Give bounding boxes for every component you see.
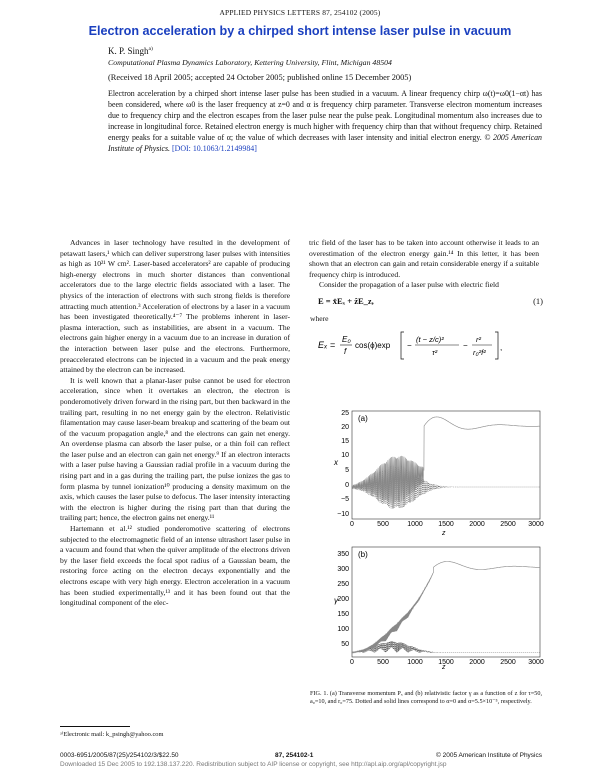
eq2-mid: cos(ϕ)exp [355, 341, 391, 350]
footer-copyright: © 2005 American Institute of Physics [436, 752, 542, 759]
x-tick: 0 [350, 521, 354, 528]
right-column-top [309, 238, 539, 291]
panel-a-ylabel: x [334, 458, 338, 467]
footnote-rule [60, 726, 130, 727]
paragraph: Hartemann et al.¹² studied ponderomotive scattering of electrons subjected to the electromagnetic field of an intense ultrashort laser pulse in a vacuum and found that when the quiver amplitude of the electrons driven by the laser field exceeds the focal spot radius of a Gaussian beam, the restoring force acting on the electron decays exponentially and the electrons escape with very high energy. Electron acceleration in a vacuum has been studied experimentally,¹³ and it has been found out that the longitudinal component of the elec- [60, 524, 290, 608]
y-tick: −5 [341, 496, 349, 503]
figure-caption: FIG. 1. (a) Transverse momentum Pₓ and (b) relativistic factor γ as a function of z for τ=50, a₀=10, and r₀=75. Dotted and solid lines correspond to α=0 and α=5.5×10⁻⁵, respectively. [310, 690, 542, 706]
y-tick: 25 [341, 410, 349, 417]
author-footnote-mark: a) [148, 46, 153, 52]
eq2-lhs: Eₓ = [318, 340, 336, 350]
x-tick: 500 [377, 521, 389, 528]
where-label: where [310, 314, 329, 323]
doi-link[interactable]: [DOI: 10.1063/1.2149984] [172, 144, 257, 154]
svg-text:−: − [463, 341, 468, 350]
y-tick: 150 [337, 611, 349, 618]
y-tick: 50 [341, 641, 349, 648]
x-tick: 1500 [438, 659, 454, 666]
footer-page: 87, 254102-1 [275, 752, 314, 759]
paragraph: tric field of the laser has to be taken into account otherwise it leads to an overestimation of the electron energy gain.¹⁴ In this letter, it has been shown that an electron can gain and retain considerable energy if a suitable frequency chirp is introduced. [309, 238, 539, 279]
x-tick: 0 [350, 659, 354, 666]
eq2-exp-num2: r² [476, 335, 481, 344]
x-tick: 1000 [407, 521, 423, 528]
eq2-exp-num1: (t − z/c)² [416, 335, 444, 344]
paragraph: It is well known that a planar-laser pulse cannot be used for electron acceleration, since when it overtakes an electron, the electron is ponderomotively driven forward in the rising part, but then backward in the trailing part, resulting in no net energy gain by the electron. Relativistic filamentation may cause laser-beam breakup and scattering of the beam out of the vacuum propagation angle,⁸ and the electrons can gain net energy. An overdense plasma can absorb the laser pulse, or a thin foil can reflect the laser pulse and an electron can gain net energy.⁹ If an electron interacts with a laser pulse having a Gaussian radial profile in a vacuum during the rising part and in a gas during the trailing part, the pulse ionizes the gas to form plasma by tunnel ionization¹⁰ producing a density maximum on the axis, which causes the laser pulse to defocus. The laser intensity interacting with the electron is higher during the rising part than that during the trailing part; hence, the electron gains net energy.¹¹ [60, 375, 290, 523]
panel-b-ylabel: γ [334, 596, 338, 605]
download-notice: Downloaded 15 Dec 2005 to 192.138.137.220. Redistribution subject to AIP license or copyright, see http://apl.aip.org/apl/copyright.jsp [60, 761, 447, 768]
equation-2-render [318, 328, 538, 364]
paragraph: Advances in laser technology have resulted in the development of petawatt lasers,¹ which can deliver superstrong laser pulses with intensities as high as 10²¹ W cm². Laser-based accelerators² are capable of producing high-energy electrons in much shorter distances than conventional accelerators due to the large electric fields associated with a laser. The physics of the interaction of electrons with such strong fields is therefore attracting much attention.³ Acceleration of electrons by a laser in a vacuum has been investigated theoretically.⁴⁻⁷ The problems inherent in laser-plasma interaction, such as instabilities, are absent in a vacuum. The electrons gain higher energy in a vacuum due to an increase in duration of the interaction between laser pulse and the electrons. Furthermore, preaccelerated electrons can be injected in a vacuum and the peak energy attained by the electron can be increased. [60, 238, 290, 375]
y-tick: 350 [337, 551, 349, 558]
y-tick: 300 [337, 566, 349, 573]
panel-a-yticks [337, 410, 349, 518]
panel-b-yticks [337, 551, 349, 648]
x-tick: 3000 [528, 521, 544, 528]
y-tick: 100 [337, 626, 349, 633]
eq2-frac-den: f [344, 347, 347, 356]
x-tick: 2500 [500, 659, 516, 666]
panel-b-xlabel: z [442, 664, 446, 670]
received-dates: (Received 18 April 2005; accepted 24 October 2005; published online 15 December 2005) [108, 73, 412, 82]
left-column [60, 238, 290, 609]
y-tick: 250 [337, 581, 349, 588]
panel-b-label: (b) [358, 550, 368, 559]
eq2-frac-num: E₀ [342, 335, 351, 344]
equation-2 [318, 328, 538, 364]
y-tick: 15 [341, 438, 349, 445]
equation-1-number: (1) [533, 296, 543, 306]
equation-1 [318, 296, 543, 306]
figure-plot [330, 405, 544, 670]
footnote: ᵃ⁾Electronic mail: k_psingh@yahoo.com [60, 731, 164, 738]
figure-1 [330, 405, 544, 670]
copyright-note: © 2005 American Institute of Physics. [108, 133, 542, 154]
x-tick: 500 [377, 659, 389, 666]
y-tick: 20 [341, 424, 349, 431]
eq2-exp-den1: τ² [432, 348, 438, 357]
y-tick: 10 [341, 452, 349, 459]
x-tick: 1000 [407, 659, 423, 666]
affiliation: Computational Plasma Dynamics Laboratory, Kettering University, Flint, Michigan 48504 [108, 58, 392, 67]
x-tick: 2000 [469, 659, 485, 666]
footer-issn: 0003-6951/2005/87(25)/254102/3/$22.50 [60, 752, 179, 759]
journal-header: APPLIED PHYSICS LETTERS 87, 254102 (2005) [219, 8, 381, 17]
eq2-exp-den2: r₀²f² [473, 348, 486, 357]
panel-a-xticks [350, 521, 544, 528]
y-tick: 0 [345, 482, 349, 489]
svg-text:−: − [407, 341, 412, 350]
y-tick: 5 [345, 467, 349, 474]
y-tick: −10 [337, 511, 349, 518]
panel-a-label: (a) [358, 414, 368, 423]
paper-title: Electron acceleration by a chirped short intense laser pulse in vacuum [88, 24, 512, 38]
y-tick: 200 [337, 596, 349, 603]
panel-b-xticks [350, 659, 544, 666]
author-name: K. P. Singh [108, 46, 149, 56]
abstract-text: Electron acceleration by a chirped short intense laser pulse has been studied in a vacuum. A linear frequency chirp ω(t)=ω0(1−αt) has been considered, where ω0 is the laser frequency at z=0 and α is frequency chirp parameter. Transverse electron momentum increases due to frequency chirp and the electron escapes from the laser pulse near the pulse peak. Longitudinal momentum also increases due to increase in longitudinal force. Retained electron energy is much higher with frequency chirp than that without frequency chirp. Retained energy peaks for a suitable value of α; the value of which decreases with laser intensity and initial electron energy. [108, 89, 542, 143]
equation-1-body: E = x̂Eₓ + ẑE_z, [318, 296, 374, 306]
x-tick: 2500 [500, 521, 516, 528]
x-tick: 2000 [469, 521, 485, 528]
svg-text:,: , [500, 343, 503, 352]
panel-a-xlabel: z [442, 530, 446, 537]
author-line [108, 46, 153, 56]
panel-a-frame [352, 411, 540, 519]
x-tick: 3000 [528, 659, 544, 666]
paragraph: Consider the propagation of a laser pulse with electric field [319, 280, 499, 290]
abstract [108, 88, 542, 154]
x-tick: 1500 [438, 521, 454, 528]
